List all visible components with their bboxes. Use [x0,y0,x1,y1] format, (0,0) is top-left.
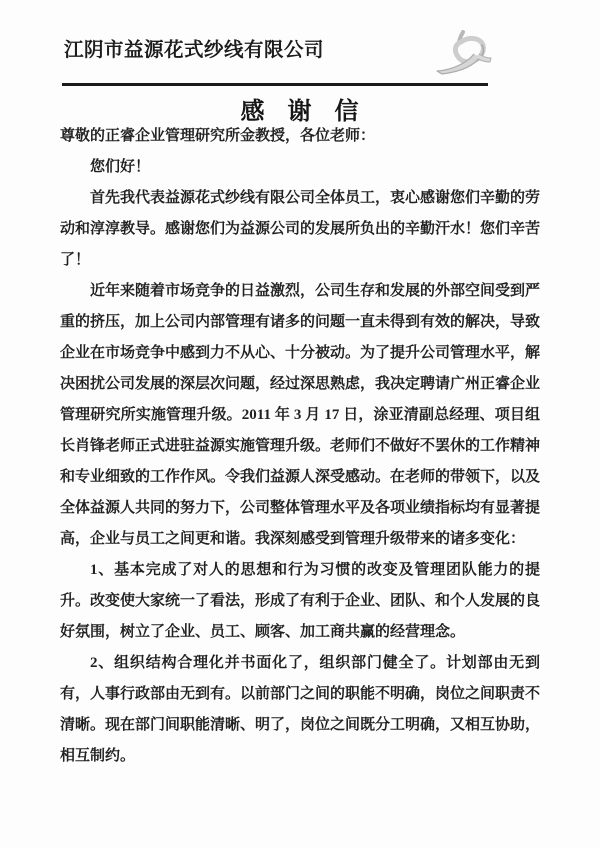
letter-paragraph: 您们好！ [90,159,151,175]
letter-paragraph: 首先我代表益源花式纱线有限公司全体员工，衷心感谢您们辛勤的劳动和淳淳教导。感谢您们为益源公司的发展所负出的辛勤汗水！您们辛苦了！ [60,190,541,268]
letter-body [60,121,540,772]
ribbon-knot-icon [434,29,496,79]
salutation-line: 尊敬的正睿企业管理研究所金教授，各位老师： [60,128,376,144]
letter-paragraph: 2、组织结构合理化并书面化了，组织部门健全了。计划部由无到有，人事行政部由无到有。以前部门之间的职能不明确，岗位之间职责不清晰。现在部门间职能清晰、明了，岗位之间既分工明确，又相互协助，相互制约。 [60,655,541,764]
letter-title: 感 谢 信 [240,99,360,125]
letter-paragraph: 1、基本完成了对人的思想和行为习惯的改变及管理团队能力的提升。改变使大家统一了看法，形成了有利于企业、团队、和个人发展的良好氛围，树立了企业、员工、顾客、加工商共赢的经营理念。 [60,562,541,640]
company-name: 江阴市益源花式纱线有限公司 [64,40,325,61]
header-divider-line [62,83,488,86]
letter-paragraph: 近年来随着市场竞争的日益激烈，公司生存和发展的外部空间受到严重的挤压，加上公司内部管理有诸多的问题一直未得到有效的解决，导致企业在市场竞争中感到力不从心、十分被动。为了提升公司管理水平，解决困扰公司发展的深层次问题，经过深思熟虑，我决定聘请广州正睿企业管理研究所实施管理升级。2011 年 3 月 17 日，涂亚清副总经理、项目组长肖锋老师正式进驻益源实施管理升级。老师们不做好不罢休的工作精神和专业细致的工作作风。令我们益源人深受感动。在老师的带领下，以及全体益源人共同的努力下，公司整体管理水平及各项业绩指标均有显著提高，企业与员工之间更和谐。我深刻感受到管理升级带来的诸多变化： [60,283,541,547]
